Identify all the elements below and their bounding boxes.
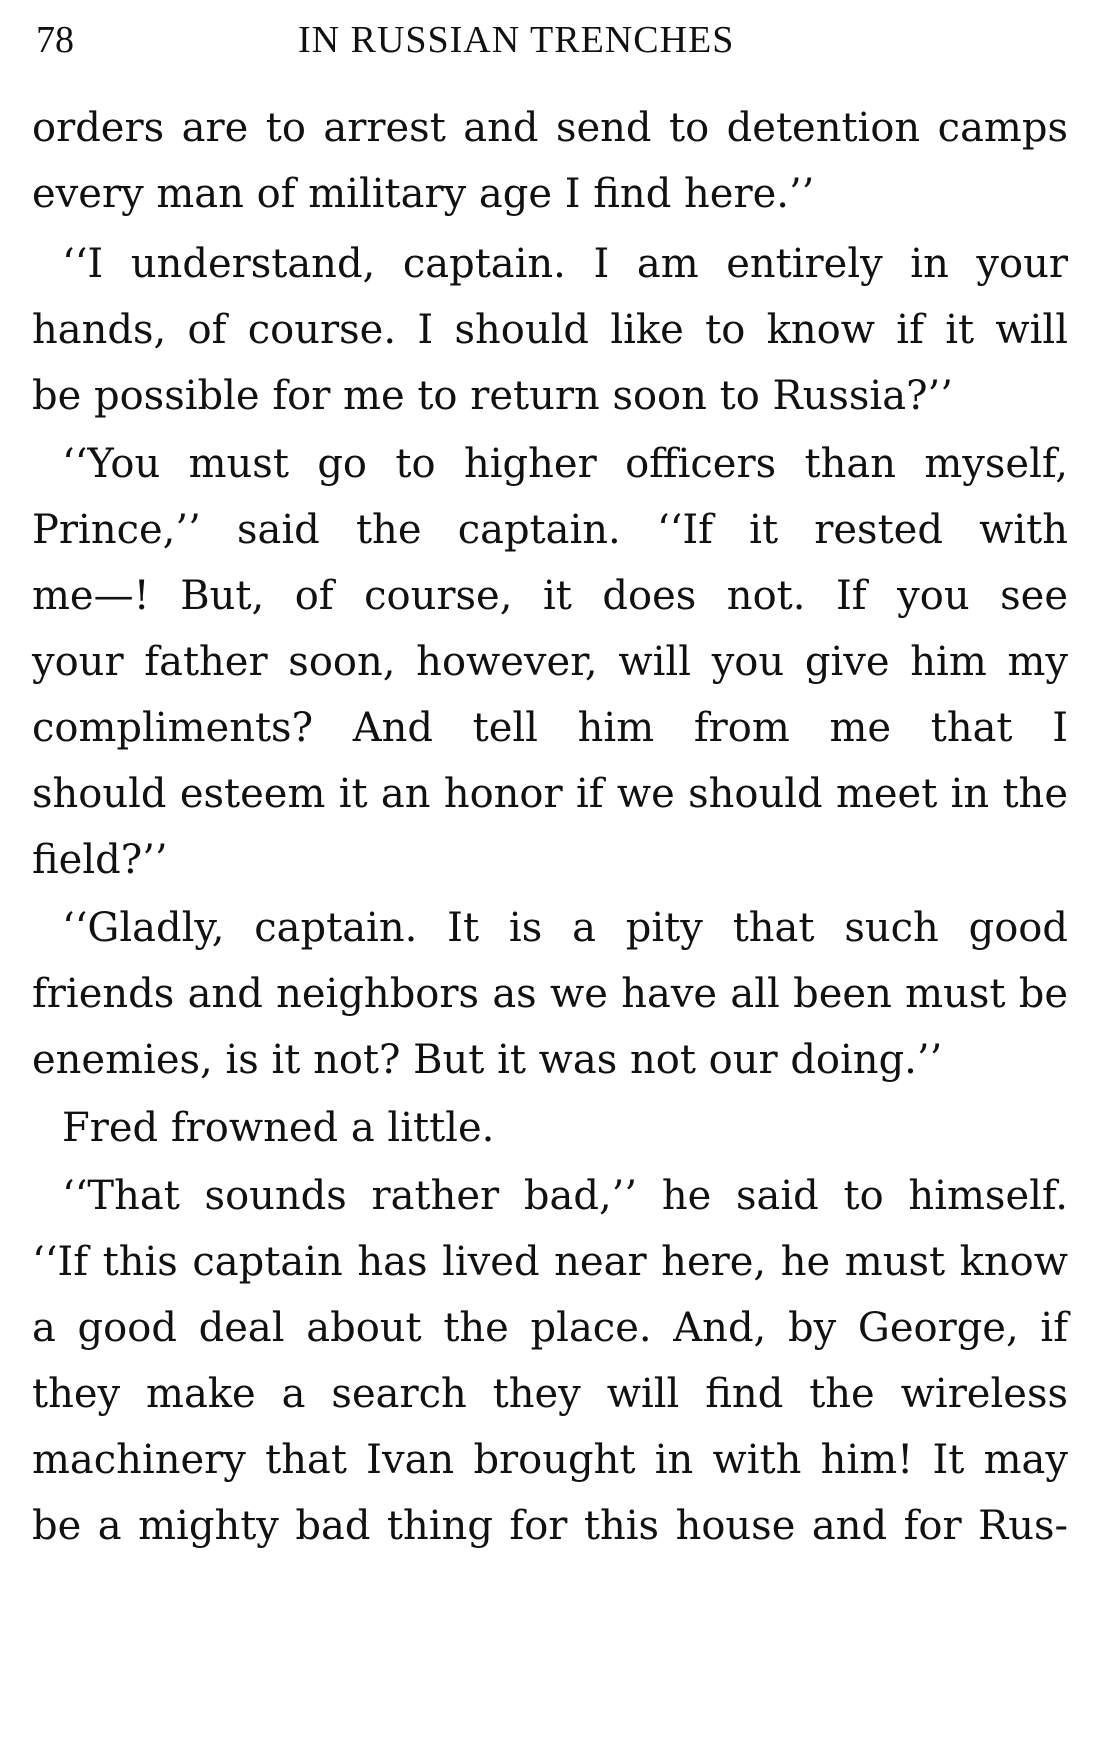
text-line: ‘‘That sounds rather bad,’’ he said to himself. <box>62 1173 1068 1219</box>
text-line: ‘‘Gladly, captain. It is a pity that such good <box>62 905 1068 951</box>
text-line: be possible for me to return soon to Russia?’’ <box>32 373 953 419</box>
text-line: a good deal about the place. And, by George, if <box>32 1305 1068 1351</box>
text-line: orders are to arrest and send to detention camps <box>32 105 1068 151</box>
text-line: hands, of course. I should like to know if it will <box>32 307 1068 353</box>
text-line: ‘‘I understand, captain. I am entirely in your <box>62 241 1068 287</box>
text-line: your father soon, however, will you give him my <box>32 639 1068 685</box>
text-line: ‘‘If this captain has lived near here, he must know <box>32 1239 1068 1285</box>
text-line: compliments? And tell him from me that I <box>32 705 1068 751</box>
text-line: field?’’ <box>32 837 168 883</box>
text-line: me—! But, of course, it does not. If you see <box>32 573 1068 619</box>
text-line: be a mighty bad thing for this house and for Rus- <box>32 1503 1068 1549</box>
text-line: they make a search they will find the wireless <box>32 1371 1068 1417</box>
text-line: should esteem it an honor if we should meet in the <box>32 771 1068 817</box>
text-line: every man of military age I find here.’’ <box>32 171 815 217</box>
text-line: ‘‘You must go to higher officers than myself, <box>62 441 1068 487</box>
running-head: IN RUSSIAN TRENCHES <box>298 19 735 61</box>
text-line: Fred frowned a little. <box>62 1105 495 1151</box>
text-line: machinery that Ivan brought in with him! It may <box>32 1437 1068 1483</box>
text-line: friends and neighbors as we have all been must be <box>32 971 1068 1017</box>
text-line: Prince,’’ said the captain. ‘‘If it rested with <box>32 507 1068 553</box>
page-header <box>36 16 1066 76</box>
text-line: enemies, is it not? But it was not our doing.’’ <box>32 1037 943 1083</box>
page-number: 78 <box>36 19 74 61</box>
